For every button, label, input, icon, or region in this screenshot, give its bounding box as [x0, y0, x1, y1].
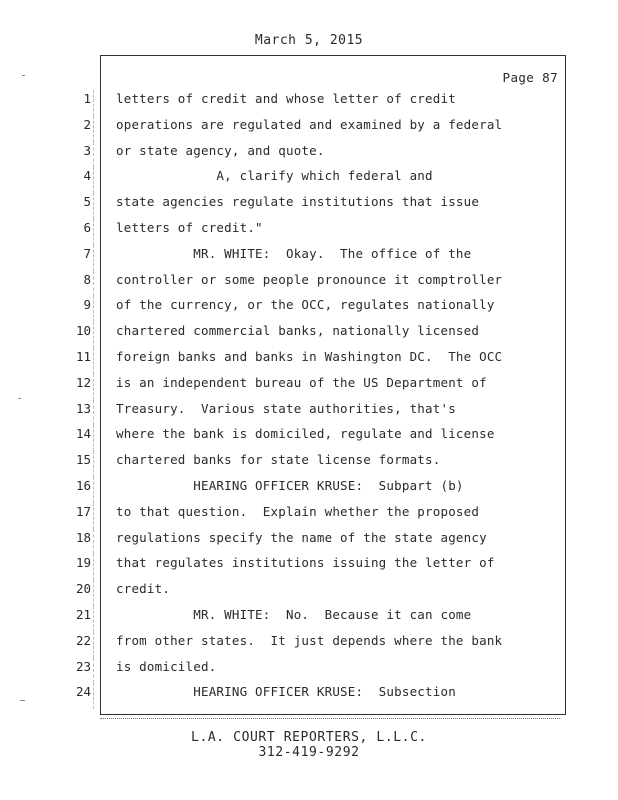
- transcript-line: from other states. It just depends where the bank: [116, 632, 503, 648]
- transcript-line: chartered commercial banks, nationally licensed: [116, 323, 480, 339]
- page-bottom-rule: [100, 718, 560, 719]
- line-number: 16: [62, 477, 94, 503]
- line-number: 20: [62, 580, 94, 606]
- transcript-line: is an independent bureau of the US Department of: [116, 374, 487, 390]
- footer-phone: 312-419-9292: [258, 745, 360, 760]
- transcript-line: controller or some people pronounce it comptroller: [116, 271, 503, 287]
- line-number: 2: [62, 116, 94, 142]
- page-footer: [0, 730, 618, 760]
- scan-speck: [22, 75, 25, 76]
- transcript-text: [116, 90, 556, 709]
- line-number: 14: [62, 425, 94, 451]
- line-number: 15: [62, 451, 94, 477]
- transcript-line: that regulates institutions issuing the letter of: [116, 555, 495, 571]
- line-number: 12: [62, 374, 94, 400]
- line-number: 4: [62, 167, 94, 193]
- transcript-line: or state agency, and quote.: [116, 142, 325, 158]
- transcript-line: HEARING OFFICER KRUSE: Subsection: [116, 684, 456, 700]
- line-number: 22: [62, 632, 94, 658]
- transcript-line: is domiciled.: [116, 658, 217, 674]
- line-number: 13: [62, 400, 94, 426]
- line-number: 24: [62, 683, 94, 709]
- transcript-line: credit.: [116, 581, 171, 597]
- line-number: 5: [62, 193, 94, 219]
- transcript-line: operations are regulated and examined by a federal: [116, 116, 503, 132]
- line-number: 17: [62, 503, 94, 529]
- line-number: 23: [62, 658, 94, 684]
- transcript-line: letters of credit and whose letter of credit: [116, 91, 456, 106]
- transcript-line: regulations specify the name of the state agency: [116, 529, 487, 545]
- scan-speck: [20, 700, 25, 701]
- transcript-line: of the currency, or the OCC, regulates nationally: [116, 297, 495, 313]
- transcript-line: foreign banks and banks in Washington DC. The OCC: [116, 348, 503, 364]
- line-number: 10: [62, 322, 94, 348]
- line-number: 11: [62, 348, 94, 374]
- line-number: 9: [62, 296, 94, 322]
- footer-company: L.A. COURT REPORTERS, L.L.C.: [191, 730, 427, 745]
- transcript-line: state agencies regulate institutions that issue: [116, 194, 480, 210]
- transcript-line: where the bank is domiciled, regulate and license: [116, 426, 495, 442]
- line-number: 18: [62, 529, 94, 555]
- transcript-line: Treasury. Various state authorities, that's: [116, 400, 456, 416]
- transcript-line: chartered banks for state license formats.: [116, 452, 441, 468]
- line-number: 19: [62, 554, 94, 580]
- line-number: 21: [62, 606, 94, 632]
- line-number: 7: [62, 245, 94, 271]
- line-number-column: [62, 90, 94, 709]
- transcript-line: MR. WHITE: Okay. The office of the: [116, 245, 472, 261]
- transcript-line: HEARING OFFICER KRUSE: Subpart (b): [116, 477, 464, 493]
- header-date: March 5, 2015: [254, 33, 364, 48]
- scan-speck: [18, 398, 21, 399]
- transcript-line: A, clarify which federal and: [116, 168, 433, 184]
- transcript-line: to that question. Explain whether the proposed: [116, 503, 480, 519]
- line-number: 6: [62, 219, 94, 245]
- line-number: 8: [62, 271, 94, 297]
- page-number: Page 87: [502, 70, 558, 85]
- line-number: 3: [62, 142, 94, 168]
- transcript-line: letters of credit.": [116, 219, 263, 235]
- transcript-line: MR. WHITE: No. Because it can come: [116, 606, 472, 622]
- line-number: 1: [62, 90, 94, 116]
